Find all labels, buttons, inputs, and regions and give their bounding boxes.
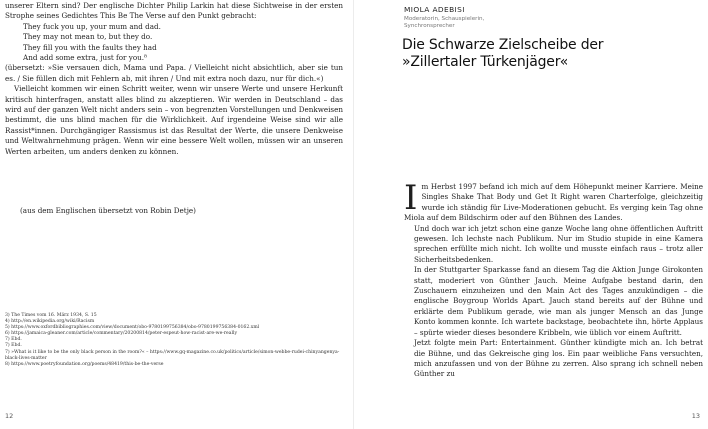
title-line: »Zillertaler Türkenjäger« (402, 54, 569, 70)
article-paragraph: Und doch war ich jetzt schon eine ganze Woche lang ohne öffentlichen Auftritt gewesen. Ich lechste nach Publikum. Nur im Studio stupide in eine Kamera sprechen erfüllte mich nicht. Ich wollte und musste einfach raus – trotz aller Sicherheitsbedenken. (414, 223, 703, 264)
left-body-text (5, 1, 343, 157)
footnote: 6) https://jamaica-gleaner.com/article/commentary/20200814/peter-espeut-how-racist-are-we-really (5, 331, 238, 337)
poem-translation: (übersetzt: »Sie versauen dich, Mama und Papa. / Vielleicht nicht absichtlich, aber sie tun es. / Sie füllen dich mit Fehlern ab, mit ihren / Und mit extra noch dazu, nur für dich.«) (5, 63, 343, 83)
article-paragraph: In der Stuttgarter Sparkasse fand an diesem Tag die Aktion Junge Girokonten statt, moderiert von Günther Jauch. Meine Aufgabe bestand darin, den Zuschauern einzuheizen und den Main Act des Tages anzukündigen – die englische Boygroup Worlds Apart. Jauch stand bereits auf der Bühne und erklärte dem Publikum gerade, wie man als junger Mensch an das Junge Konto kommen konnte. Ich wartete backstage, beobachtete ihn, hörte Applaus – spürte wieder dieses besondere Kribbeln, wie üblich vor einem Auftritt. (414, 265, 703, 337)
footnote: 5) https://www.oxfordbibliographies.com/view/document/obo-9780199756384/obo-9780199756384-0162.xml (5, 325, 260, 331)
page-number-left: 12 (5, 412, 14, 420)
article-paragraph: Jetzt folgte mein Part: Entertainment. Günther kündigte mich an. Ich betrat die Bühne, und das Gekreische ging los. Ein paar weibliche Fans versuchten, mich anzufassen und von der Bühne zu zerren. Also sprang ich schnell neben Günther zu (414, 338, 703, 379)
footnote: 7) Ebd. (5, 337, 22, 343)
footnotes (5, 313, 350, 368)
poem-line: They fill you with the faults they had (23, 42, 157, 52)
title-line: Die Schwarze Zielscheibe der (402, 37, 604, 53)
poem-line: And add some extra, just for you.⁸ (23, 53, 147, 63)
poem-line: They may not mean to, but they do. (23, 32, 153, 42)
right-page (354, 0, 708, 429)
footnote: 3) The Times vom 16. März 1934, S. 15 (5, 313, 97, 318)
footnote: 4) http://en.wikipedia.org/wiki/Racism (5, 319, 95, 325)
left-paragraph-2: Vielleicht kommen wir einen Schritt weiter, wenn wir unsere Werte und unsere Herkunft kritisch hinterfragen, anstatt alles blind zu akzeptieren. Wir werden in Deutschland – das wird auf der ganzen Welt nicht anders sein – von begrenzten Vorstellungen und Denkweisen bestimmt, die uns blind machen für die Wirklichkeit. Auf irgendeine Weise sind wir alle Rassist*innen. Durchgängiger Rassismus ist das Resultat der Werte, die unsere Denkweise und Weltwahrnehmung prägen. Wenn wir eine bessere Welt wollen, müssen wir an unseren Werten arbeiten, um anders denken zu können. (5, 84, 343, 156)
poem-line: They fuck you up, your mum and dad. (23, 21, 161, 31)
author-role: Synchronsprecher (404, 23, 455, 29)
poem-stanza (23, 22, 343, 64)
author-name: MIOLA ADEBISI (404, 5, 465, 14)
drop-cap: I (404, 178, 418, 218)
article-paragraph: m Herbst 1997 befand ich mich auf dem Höhepunkt meiner Karriere. Meine Singles Shake That Body und Get It Right waren Charterfolge, gleichzeitig wurde ich ständig für Live-Moderationen gebucht. Es verging kein Tag ohne Miola auf dem Bildschirm oder auf den Bühnen des Landes. (404, 182, 703, 223)
footnote: 8) https://www.poetryfoundation.org/poems/48419/this-be-the-verse (5, 361, 164, 367)
footnote: 7) Ebd. (5, 343, 22, 349)
translation-credit: (aus dem Englischen übersetzt von Robin Detje) (20, 206, 196, 215)
footnote: 7) »What is it like to be the only black person in the room?« – https://www.gq-magazine.co.uk/politics/article/simon-webbe-rudei-chinyangenya-black-lives-matter (5, 349, 340, 361)
article-title (402, 37, 702, 71)
page-number-right: 13 (691, 412, 700, 420)
article-body (404, 178, 703, 380)
left-paragraph-1: unserer Eltern sind? Der englische Dichter Philip Larkin hat diese Sichtweise in der ersten Strophe seines Gedichtes This Be The Verse auf den Punkt gebracht: (5, 1, 343, 21)
author-role: Moderatorin, Schauspielerin, (404, 16, 485, 22)
